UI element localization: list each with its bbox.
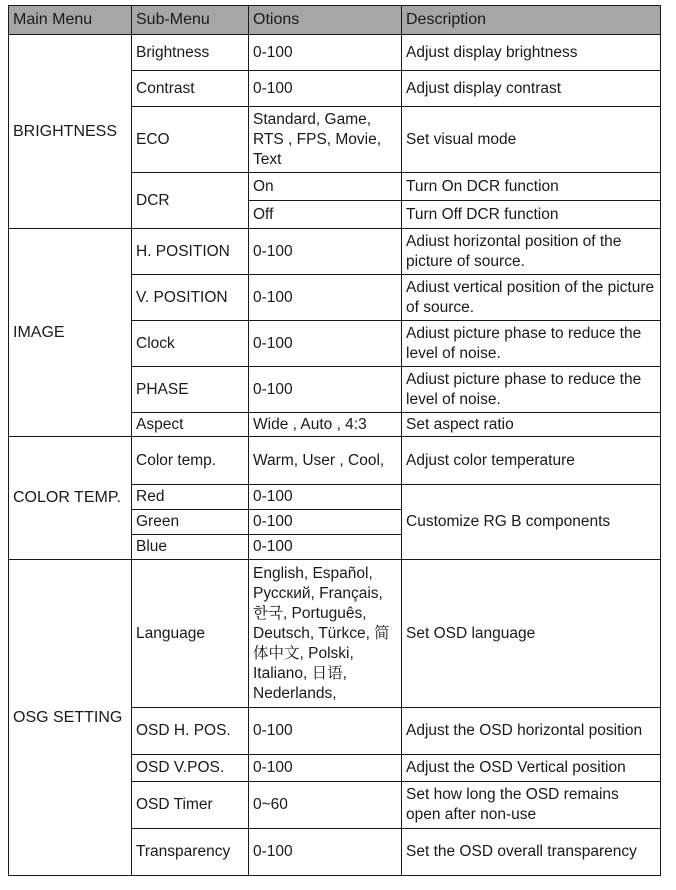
options-cell: 0-100 — [249, 367, 402, 413]
options-cell: 0-100 — [249, 829, 402, 876]
table-row — [9, 560, 661, 708]
description-cell: Set aspect ratio — [402, 413, 661, 437]
options-cell: 0-100 — [249, 71, 402, 107]
options-cell: On — [249, 173, 402, 201]
description-cell: Set how long the OSD remains open after non-use — [402, 782, 661, 829]
header-sub-menu: Sub-Menu — [132, 6, 249, 35]
sub-menu-cell: Language — [132, 560, 249, 708]
description-cell: Set the OSD overall transparency — [402, 829, 661, 876]
sub-menu-cell: H. POSITION — [132, 229, 249, 275]
options-cell: Warm, User , Cool, — [249, 437, 402, 485]
sub-menu-cell: Contrast — [132, 71, 249, 107]
description-cell: Set OSD language — [402, 560, 661, 708]
header-main-menu: Main Menu — [9, 6, 132, 35]
options-cell: Off — [249, 201, 402, 229]
description-cell: Adjust color temperature — [402, 437, 661, 485]
options-cell: 0-100 — [249, 275, 402, 321]
sub-menu-cell: Clock — [132, 321, 249, 367]
header-description: Description — [402, 6, 661, 35]
description-cell: Adjust the OSD horizontal position — [402, 708, 661, 755]
sub-menu-cell: PHASE — [132, 367, 249, 413]
sub-menu-cell: Transparency — [132, 829, 249, 876]
options-cell: 0-100 — [249, 229, 402, 275]
options-cell: 0-100 — [249, 485, 402, 510]
description-cell: Adiust horizontal position of the picture of source. — [402, 229, 661, 275]
sub-menu-cell: Color temp. — [132, 437, 249, 485]
options-cell: Wide , Auto , 4:3 — [249, 413, 402, 437]
sub-menu-cell: OSD H. POS. — [132, 708, 249, 755]
sub-menu-cell: Green — [132, 510, 249, 535]
sub-menu-cell: DCR — [132, 173, 249, 229]
sub-menu-cell: OSD Timer — [132, 782, 249, 829]
description-cell: Adjust display brightness — [402, 35, 661, 71]
description-cell: Adiust picture phase to reduce the level of noise. — [402, 321, 661, 367]
options-cell: 0-100 — [249, 510, 402, 535]
table-header-row — [9, 6, 661, 35]
table-row — [9, 229, 661, 275]
main-menu-brightness: BRIGHTNESS — [9, 35, 132, 229]
sub-menu-cell: Brightness — [132, 35, 249, 71]
main-menu-osg-setting: OSG SETTING — [9, 560, 132, 876]
description-cell: Adjust the OSD Vertical position — [402, 755, 661, 782]
sub-menu-cell: OSD V.POS. — [132, 755, 249, 782]
options-cell: 0-100 — [249, 708, 402, 755]
osd-menu-table — [8, 5, 661, 876]
sub-menu-cell: V. POSITION — [132, 275, 249, 321]
options-cell: 0-100 — [249, 321, 402, 367]
options-cell: 0-100 — [249, 535, 402, 560]
sub-menu-cell: Red — [132, 485, 249, 510]
options-cell: English, Español, Русский, Français, 한국, Português, Deutsch, Türkce, 简体中文, Polski, Italiano, 日语, Nederlands, — [249, 560, 402, 708]
description-cell: Turn On DCR function — [402, 173, 661, 201]
options-cell: 0-100 — [249, 755, 402, 782]
sub-menu-cell: ECO — [132, 107, 249, 173]
main-menu-color-temp: COLOR TEMP. — [9, 437, 132, 560]
description-cell: Customize RG B components — [402, 485, 661, 560]
description-cell: Adjust display contrast — [402, 71, 661, 107]
options-cell: Standard, Game, RTS , FPS, Movie, Text — [249, 107, 402, 173]
description-cell: Adiust picture phase to reduce the level of noise. — [402, 367, 661, 413]
description-cell: Turn Off DCR function — [402, 201, 661, 229]
header-options: Otions — [249, 6, 402, 35]
main-menu-image: IMAGE — [9, 229, 132, 437]
description-cell: Adiust vertical position of the picture of source. — [402, 275, 661, 321]
options-cell: 0~60 — [249, 782, 402, 829]
options-cell: 0-100 — [249, 35, 402, 71]
description-cell: Set visual mode — [402, 107, 661, 173]
table-row — [9, 437, 661, 485]
sub-menu-cell: Aspect — [132, 413, 249, 437]
sub-menu-cell: Blue — [132, 535, 249, 560]
table-row — [9, 35, 661, 71]
